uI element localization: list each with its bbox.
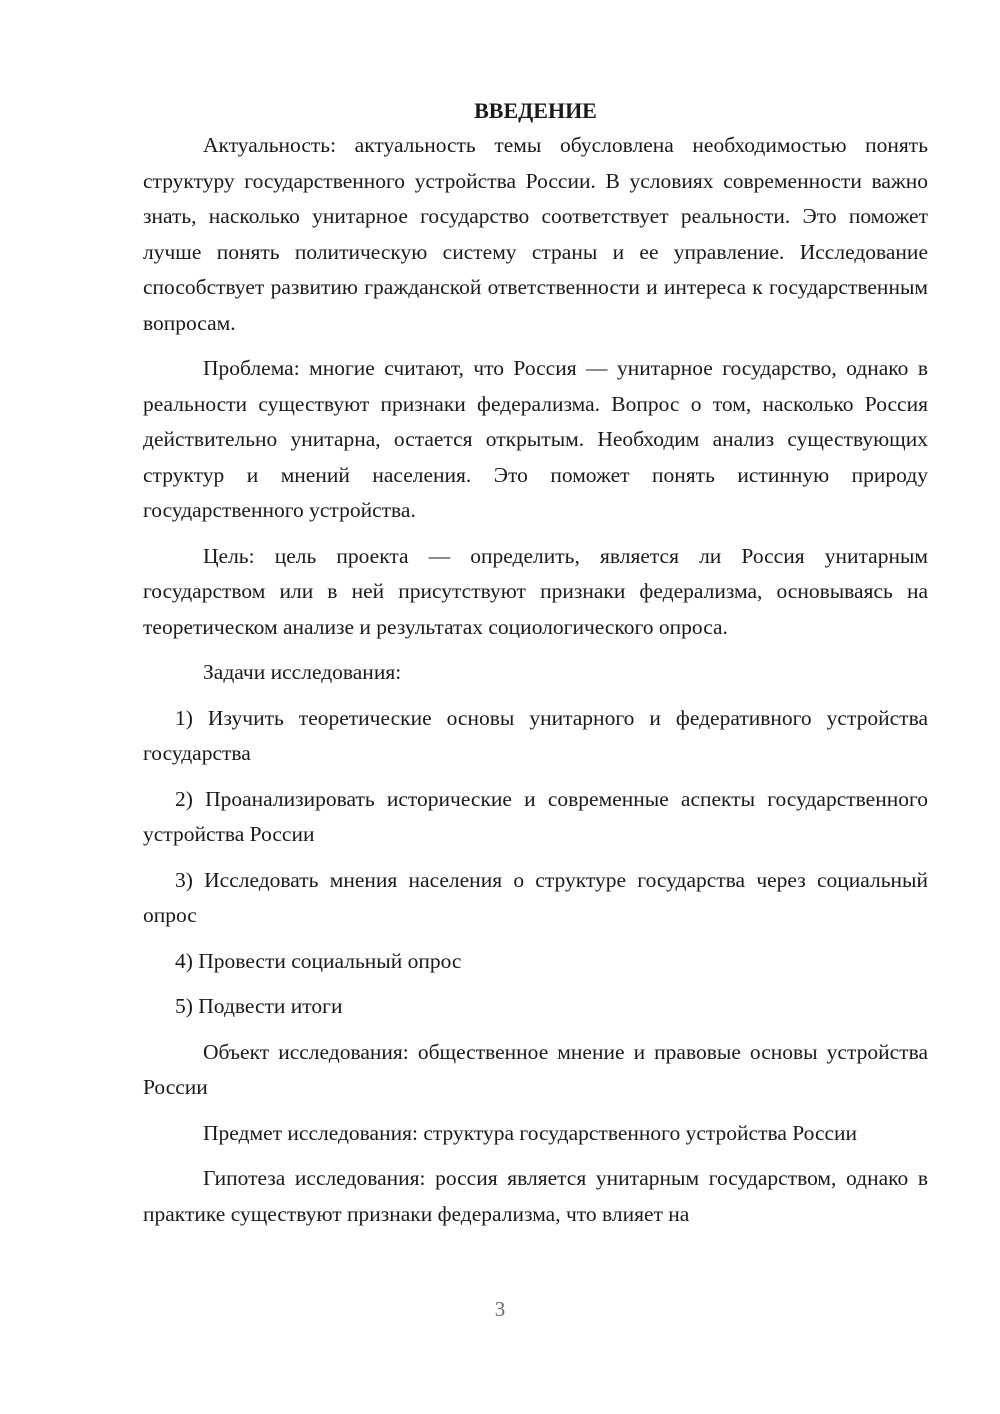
goal-paragraph: Цель: цель проекта — определить, является ли Россия унитарным государством или в ней присутствуют признаки федерализма, основываясь на теоретическом анализе и результатах социологического опроса. [143,543,928,639]
task-item-3: 3) Исследовать мнения населения о структуре государства через социальный опрос [143,867,928,927]
task-item-2: 2) Проанализировать исторические и современные аспекты государственного устройства России [143,786,928,846]
object-paragraph: Объект исследования: общественное мнение и правовые основы устройства России [143,1039,928,1099]
task-item-4: 4) Провести социальный опрос [175,948,462,973]
page-number: 3 [494,1297,506,1321]
document-page [143,96,928,1242]
subject-paragraph: Предмет исследования: структура государственного устройства России [203,1120,858,1145]
tasks-heading: Задачи исследования: [203,660,402,684]
task-item-5: 5) Подвести итоги [175,994,343,1018]
problem-paragraph: Проблема: многие считают, что Россия — унитарное государство, однако в реальности существуют признаки федерализма. Вопрос о том, насколько Россия действительно унитарна, остается открытым. Необходим анализ существующих структур и мнений населения. Это поможет понять истинную природу государственного устройства. [143,356,928,522]
task-item-1: 1) Изучить теоретические основы унитарного и федеративного устройства государства [143,705,928,765]
relevance-paragraph: Актуальность: актуальность темы обусловлена необходимостью понять структуру государственного устройства России. В условиях современности важно знать, насколько унитарное государство соответствует реальности. Это поможет лучше понять политическую систему страны и ее управление. Исследование способствует развитию гражданской ответственности и интереса к государственным вопросам. [143,133,928,335]
hypothesis-paragraph: Гипотеза исследования: россия является унитарным государством, однако в практике существуют признаки федерализма, что влияет на [143,1166,928,1226]
document-title: ВВЕДЕНИЕ [474,98,597,123]
